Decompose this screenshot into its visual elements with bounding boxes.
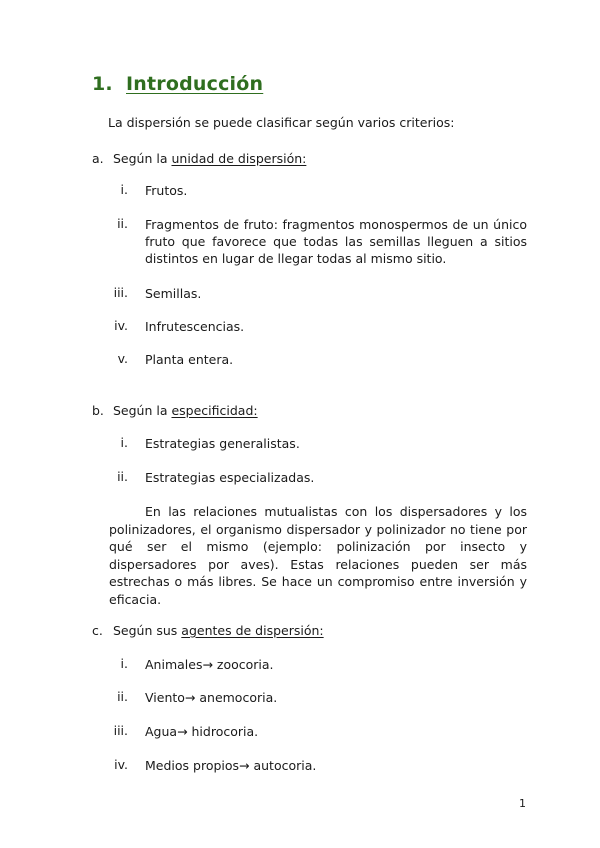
roman-numeral: i. <box>120 182 128 197</box>
criterion-label: especificidad: <box>171 403 258 418</box>
item-text: Estrategias especializadas. <box>145 470 315 485</box>
roman-numeral: i. <box>120 656 128 671</box>
item-text: Fragmentos de fruto: fragmentos monospermos de un único fruto que favorece que todas las semillas lleguen a sitios distintos en lugar de llegar todas al mismo sitio. <box>145 217 527 266</box>
criterion-a <box>92 151 306 166</box>
roman-numeral: iv. <box>114 757 128 772</box>
heading-title: Introducción <box>126 73 264 95</box>
item-text: Agua→ hidrocoria. <box>145 724 259 739</box>
item-text: Semillas. <box>145 286 202 301</box>
item-text: Animales→ zoocoria. <box>145 657 274 672</box>
criterion-prefix: Según la <box>112 403 168 418</box>
roman-numeral: ii. <box>117 216 128 231</box>
item-text: Planta entera. <box>145 352 234 367</box>
roman-numeral: i. <box>120 435 128 450</box>
intro-text: La dispersión se puede clasificar según varios criterios: <box>108 115 455 130</box>
item-text: Viento→ anemocoria. <box>145 690 278 705</box>
criterion-label: agentes de dispersión: <box>181 623 324 638</box>
roman-numeral: v. <box>117 351 128 366</box>
section-heading <box>92 73 263 95</box>
criterion-prefix: Según la <box>112 151 168 166</box>
heading-number: 1. <box>92 73 113 95</box>
roman-numeral: iii. <box>113 285 128 300</box>
criterion-prefix: Según sus <box>112 623 178 638</box>
criterion-letter: c. <box>92 623 103 638</box>
body-paragraph: En las relaciones mutualistas con los dispersadores y los polinizadores, el organismo dispersador y polinizador no tiene por qué ser el mismo (ejemplo: polinización por insecto y dispersadores por aves). Estas relaciones pueden ser más estrechas o más libres. Se hace un compromiso entre inversión y eficacia. <box>109 504 527 607</box>
criterion-b <box>92 403 258 418</box>
page-number: 1 <box>519 797 526 810</box>
roman-numeral: ii. <box>117 469 128 484</box>
roman-numeral: iv. <box>114 318 128 333</box>
item-text: Estrategias generalistas. <box>145 436 300 451</box>
item-text: Infrutescencias. <box>145 319 245 334</box>
roman-numeral: ii. <box>117 689 128 704</box>
criterion-label: unidad de dispersión: <box>171 151 307 166</box>
roman-numeral: iii. <box>113 723 128 738</box>
item-text: Medios propios→ autocoria. <box>145 758 317 773</box>
item-text: Frutos. <box>145 183 188 198</box>
criterion-c <box>92 623 324 638</box>
criterion-letter: a. <box>92 151 104 166</box>
criterion-letter: b. <box>92 403 104 418</box>
